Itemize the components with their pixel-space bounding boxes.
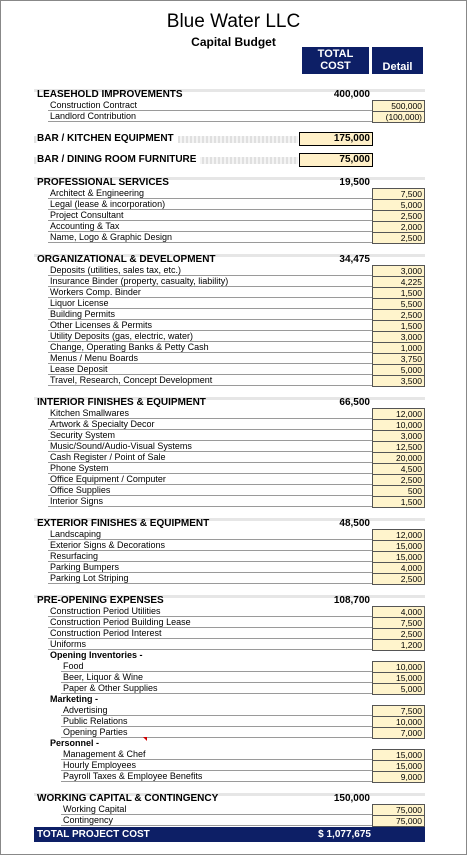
line-item-label: Building Permits [48, 309, 372, 320]
line-item-label: Project Consultant [48, 210, 372, 221]
line-item-row[interactable] [0, 474, 467, 485]
section-label: WORKING CAPITAL & CONTINGENCY [37, 793, 219, 804]
line-item-row[interactable] [0, 760, 467, 771]
detail-cell[interactable]: (100,000) [372, 111, 425, 123]
line-item-label: Hourly Employees [61, 760, 372, 771]
detail-cell[interactable]: 4,225 [372, 276, 425, 288]
line-item-row[interactable] [0, 617, 467, 628]
line-item-label: Paper & Other Supplies [61, 683, 372, 694]
section-total-cell[interactable]: 175,000 [299, 132, 373, 146]
line-item-label: Name, Logo & Graphic Design [48, 232, 372, 243]
total-project-cost-row [34, 827, 425, 842]
detail-cell[interactable]: 2,500 [372, 309, 425, 321]
line-item-label: Other Licenses & Permits [48, 320, 372, 331]
line-item-row[interactable] [0, 573, 467, 584]
line-item-row[interactable] [0, 298, 467, 309]
line-item-label: Office Equipment / Computer [48, 474, 372, 485]
detail-cell[interactable]: 1,500 [372, 496, 425, 508]
detail-cell[interactable]: 4,000 [372, 562, 425, 574]
line-item-label: Construction Contract [48, 100, 372, 111]
detail-cell[interactable]: 2,500 [372, 573, 425, 585]
line-item-label: Workers Comp. Binder [48, 287, 372, 298]
detail-cell[interactable]: 1,500 [372, 287, 425, 299]
section-label: BAR / DINING ROOM FURNITURE [37, 153, 200, 167]
group-label: Personnel - [50, 738, 100, 748]
line-item-label: Beer, Liquor & Wine [61, 672, 372, 683]
line-item-label: Change, Operating Banks & Petty Cash [48, 342, 372, 353]
detail-cell[interactable]: 15,000 [372, 760, 425, 772]
detail-cell[interactable]: 1,000 [372, 342, 425, 354]
line-item-row[interactable] [0, 100, 467, 111]
line-item-row[interactable] [0, 408, 467, 419]
line-item-label: Parking Bumpers [48, 562, 372, 573]
line-item-row[interactable] [0, 540, 467, 551]
line-item-label: Landlord Contribution [48, 111, 372, 122]
line-item-row[interactable] [0, 815, 467, 826]
line-item-row[interactable] [0, 628, 467, 639]
detail-cell[interactable]: 5,000 [372, 683, 425, 695]
line-item-label: Kitchen Smallwares [48, 408, 372, 419]
line-item-label: Uniforms [48, 639, 372, 650]
detail-cell[interactable]: 12,000 [372, 408, 425, 420]
detail-cell[interactable]: 10,000 [372, 419, 425, 431]
detail-cell[interactable]: 5,000 [372, 364, 425, 376]
line-item-row[interactable] [0, 672, 467, 683]
section-total: 66,500 [339, 397, 370, 408]
detail-cell[interactable]: 20,000 [372, 452, 425, 464]
line-item-row[interactable] [0, 188, 467, 199]
group-header-inventories [0, 650, 467, 661]
detail-cell[interactable]: 15,000 [372, 540, 425, 552]
detail-cell[interactable]: 500,000 [372, 100, 425, 112]
line-item-label: Construction Period Utilities [48, 606, 372, 617]
detail-cell[interactable]: 75,000 [372, 804, 425, 816]
section-total-cell[interactable]: 75,000 [299, 153, 373, 167]
section-total: 19,500 [339, 177, 370, 188]
detail-cell[interactable]: 7,500 [372, 617, 425, 629]
detail-cell[interactable]: 12,000 [372, 529, 425, 541]
section-label: EXTERIOR FINISHES & EQUIPMENT [37, 518, 210, 529]
line-item-row[interactable] [0, 529, 467, 540]
line-item-row[interactable] [0, 419, 467, 430]
section-header-professional [0, 177, 467, 188]
line-item-row[interactable] [0, 309, 467, 320]
line-item-row[interactable] [0, 606, 467, 617]
section-label: ORGANIZATIONAL & DEVELOPMENT [37, 254, 216, 265]
group-label: Opening Inventories - [50, 650, 143, 660]
group-header-marketing [0, 694, 467, 705]
line-item-row[interactable] [0, 749, 467, 760]
line-item-row[interactable] [0, 199, 467, 210]
line-item-row[interactable] [0, 265, 467, 276]
line-item-row[interactable] [0, 287, 467, 298]
line-item-label: Construction Period Building Lease [48, 617, 372, 628]
line-item-label: Lease Deposit [48, 364, 372, 375]
detail-cell[interactable]: 2,500 [372, 474, 425, 486]
line-item-label: Office Supplies [48, 485, 372, 496]
detail-cell[interactable]: 10,000 [372, 661, 425, 673]
line-item-label: Resurfacing [48, 551, 372, 562]
line-item-label: Payroll Taxes & Employee Benefits [61, 771, 372, 782]
detail-header: Detail [372, 47, 423, 74]
line-item-label: Management & Chef [61, 749, 372, 760]
detail-cell[interactable]: 4,500 [372, 463, 425, 475]
line-item-label: Phone System [48, 463, 372, 474]
budget-subtitle: Capital Budget [191, 35, 276, 49]
line-item-row[interactable] [0, 716, 467, 727]
line-item-label: Advertising [61, 705, 372, 716]
detail-cell[interactable]: 7,500 [372, 705, 425, 717]
line-item-row[interactable] [0, 232, 467, 243]
line-item-row[interactable] [0, 463, 467, 474]
line-item-label: Utility Deposits (gas, electric, water) [48, 331, 372, 342]
total-amount: 1,077,675 [326, 829, 371, 840]
line-item-label: Menus / Menu Boards [48, 353, 372, 364]
detail-cell[interactable]: 7,000 [372, 727, 425, 739]
line-item-row[interactable] [0, 727, 467, 738]
detail-cell[interactable]: 15,000 [372, 551, 425, 563]
detail-cell[interactable]: 15,000 [372, 672, 425, 684]
line-item-label: Exterior Signs & Decorations [48, 540, 372, 551]
detail-cell[interactable]: 1,500 [372, 320, 425, 332]
total-cost-header: TOTAL COST [302, 47, 369, 74]
detail-cell[interactable]: 15,000 [372, 749, 425, 761]
detail-cell[interactable]: 10,000 [372, 716, 425, 728]
line-item-row[interactable] [0, 639, 467, 650]
section-total: 400,000 [333, 89, 370, 100]
detail-cell[interactable]: 12,500 [372, 441, 425, 453]
line-item-label: Opening Parties [61, 727, 372, 738]
detail-cell[interactable]: 1,200 [372, 639, 425, 651]
detail-cell[interactable]: 3,000 [372, 331, 425, 343]
section-total: 108,700 [333, 595, 370, 606]
line-item-label: Music/Sound/Audio-Visual Systems [48, 441, 372, 452]
detail-cell[interactable]: 2,000 [372, 221, 425, 233]
line-item-label: Construction Period Interest [48, 628, 372, 639]
group-header-personnel [0, 738, 467, 749]
detail-cell[interactable]: 500 [372, 485, 425, 497]
group-label: Marketing - [50, 694, 99, 704]
section-header-organizational [0, 254, 467, 265]
line-item-row[interactable] [0, 342, 467, 353]
detail-cell[interactable]: 4,000 [372, 606, 425, 618]
currency-symbol: $ [318, 829, 324, 840]
detail-cell[interactable]: 3,500 [372, 375, 425, 387]
line-item-row[interactable] [0, 276, 467, 287]
line-item-label: Legal (lease & incorporation) [48, 199, 372, 210]
line-item-row[interactable] [0, 320, 467, 331]
section-total: 34,475 [339, 254, 370, 265]
detail-cell[interactable]: 5,500 [372, 298, 425, 310]
total-project-cost-label: TOTAL PROJECT COST [37, 829, 150, 840]
line-item-row[interactable] [0, 375, 467, 386]
section-header-preopening [0, 595, 467, 606]
section-header-leasehold [0, 89, 467, 100]
line-item-label: Interior Signs [48, 496, 372, 507]
section-label: INTERIOR FINISHES & EQUIPMENT [37, 397, 206, 408]
line-item-row[interactable] [0, 551, 467, 562]
line-item-label: Contingency [61, 815, 372, 826]
line-item-label: Deposits (utilities, sales tax, etc.) [48, 265, 372, 276]
line-item-row[interactable] [0, 771, 467, 782]
line-item-row[interactable] [0, 485, 467, 496]
section-total: 150,000 [333, 793, 370, 804]
company-title: Blue Water LLC [166, 11, 301, 32]
detail-cell[interactable]: 5,000 [372, 199, 425, 211]
line-item-label: Insurance Binder (property, casualty, liability) [48, 276, 372, 287]
detail-cell[interactable]: 9,000 [372, 771, 425, 783]
line-item-label: Working Capital [61, 804, 372, 815]
section-label: BAR / KITCHEN EQUIPMENT [37, 132, 178, 146]
line-item-label: Security System [48, 430, 372, 441]
section-label: LEASEHOLD IMPROVEMENTS [37, 89, 183, 100]
line-item-row[interactable] [0, 562, 467, 573]
detail-cell[interactable]: 3,000 [372, 430, 425, 442]
line-item-row[interactable] [0, 661, 467, 672]
line-item-row[interactable] [0, 705, 467, 716]
line-item-row[interactable] [0, 683, 467, 694]
section-label: PRE-OPENING EXPENSES [37, 595, 164, 606]
line-item-row[interactable] [0, 364, 467, 375]
line-item-row[interactable] [0, 430, 467, 441]
line-item-label: Liquor License [48, 298, 372, 309]
detail-cell[interactable]: 2,500 [372, 210, 425, 222]
detail-cell[interactable]: 3,750 [372, 353, 425, 365]
section-total: 48,500 [339, 518, 370, 529]
line-item-row[interactable] [0, 221, 467, 232]
detail-cell[interactable]: 75,000 [372, 815, 425, 827]
line-item-label: Parking Lot Striping [48, 573, 372, 584]
detail-cell[interactable]: 2,500 [372, 232, 425, 244]
line-item-label: Travel, Research, Concept Development [48, 375, 372, 386]
line-item-label: Cash Register / Point of Sale [48, 452, 372, 463]
detail-cell[interactable]: 7,500 [372, 188, 425, 200]
section-label: PROFESSIONAL SERVICES [37, 177, 169, 188]
line-item-row[interactable] [0, 353, 467, 364]
section-header-bar-kitchen [0, 132, 467, 146]
line-item-label: Landscaping [48, 529, 372, 540]
section-header-exterior [0, 518, 467, 529]
detail-cell[interactable]: 2,500 [372, 628, 425, 640]
section-header-interior [0, 397, 467, 408]
line-item-row[interactable] [0, 496, 467, 507]
line-item-label: Artwork & Specialty Decor [48, 419, 372, 430]
line-item-row[interactable] [0, 452, 467, 463]
line-item-label: Food [61, 661, 372, 672]
line-item-row[interactable] [0, 441, 467, 452]
line-item-label: Public Relations [61, 716, 372, 727]
section-header-working-capital [0, 793, 467, 804]
line-item-row[interactable] [0, 804, 467, 815]
line-item-label: Accounting & Tax [48, 221, 372, 232]
section-header-bar-dining [0, 153, 467, 167]
line-item-label: Architect & Engineering [48, 188, 372, 199]
detail-cell[interactable]: 3,000 [372, 265, 425, 277]
line-item-row[interactable] [0, 210, 467, 221]
line-item-row[interactable] [0, 111, 467, 122]
total-project-cost-value [318, 827, 371, 842]
line-item-row[interactable] [0, 331, 467, 342]
